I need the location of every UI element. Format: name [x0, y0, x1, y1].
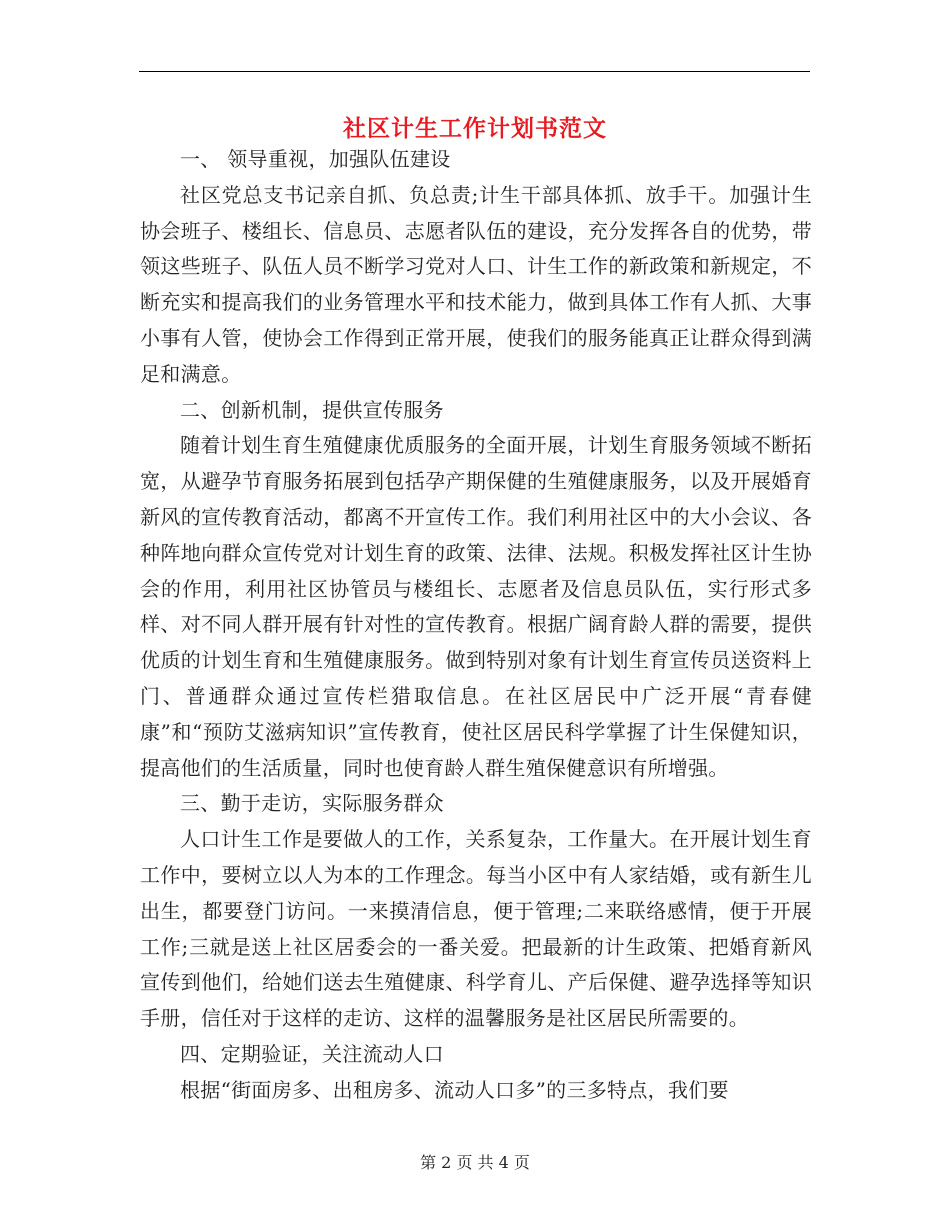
section-heading-4: 四、定期验证，关注流动人口 — [180, 1041, 444, 1066]
page-number: 第 2 页 共 4 页 — [420, 1153, 530, 1172]
section-heading-2: 二、创新机制，提供宣传服务 — [180, 397, 444, 422]
section-paragraph-3: 人口计生工作是要做人的工作，关系复杂，工作量大。在开展计划生育工作中，要树立以人为本的工作理念。每当小区中有人家结婚，或有新生儿出生，都要登门访问。一来摸清信息，便于管理;二来联络感情，便于开展工作;三就是送上社区居委会的一番关爱。把最新的计生政策、把婚育新风宣传到他们，给她们送去生殖健康、科学育儿、产后保健、避孕选择等知识手册，信任对于这样的走访、这样的温馨服务是社区居民所需要的。 — [140, 827, 812, 1031]
document-body — [140, 142, 812, 1109]
section-heading-3: 三、勤于走访，实际服务群众 — [180, 791, 444, 816]
section-paragraph-4: 根据“街面房多、出租房多、流动人口多”的三多特点，我们要 — [180, 1077, 729, 1102]
section-paragraph-2: 随着计划生育生殖健康优质服务的全面开展，计划生育服务领域不断拓宽，从避孕节育服务拓展到包括孕产期保健的生殖健康服务，以及开展婚育新风的宣传教育活动，都离不开宣传工作。我们利用社区中的大小会议、各种阵地向群众宣传党对计划生育的政策、法律、法规。积极发挥社区计生协会的作用，利用社区协管员与楼组长、志愿者及信息员队伍，实行形式多样、对不同人群开展有针对性的宣传教育。根据广阔育龄人群的需要，提供优质的计划生育和生殖健康服务。做到特别对象有计划生育宣传员送资料上门、普通群众通过宣传栏猎取信息。在社区居民中广泛开展“青春健康”和“预防艾滋病知识”宣传教育，使社区居民科学掌握了计生保健知识，提高他们的生活质量，同时也使育龄人群生殖保健意识有所增强。 — [140, 433, 812, 780]
header-rule — [139, 71, 810, 72]
section-paragraph-1: 社区党总支书记亲自抓、负总责;计生干部具体抓、放手干。加强计生协会班子、楼组长、信息员、志愿者队伍的建设，充分发挥各自的优势，带领这些班子、队伍人员不断学习党对人口、计生工作的新政策和新规定，不断充实和提高我们的业务管理水平和技术能力，做到具体工作有人抓、大事小事有人管，使协会工作得到正常开展，使我们的服务能真正让群众得到满足和满意。 — [140, 182, 812, 386]
document-title: 社区计生工作计划书范文 — [343, 116, 607, 142]
section-heading-1: 一、 领导重视，加强队伍建设 — [180, 147, 451, 171]
